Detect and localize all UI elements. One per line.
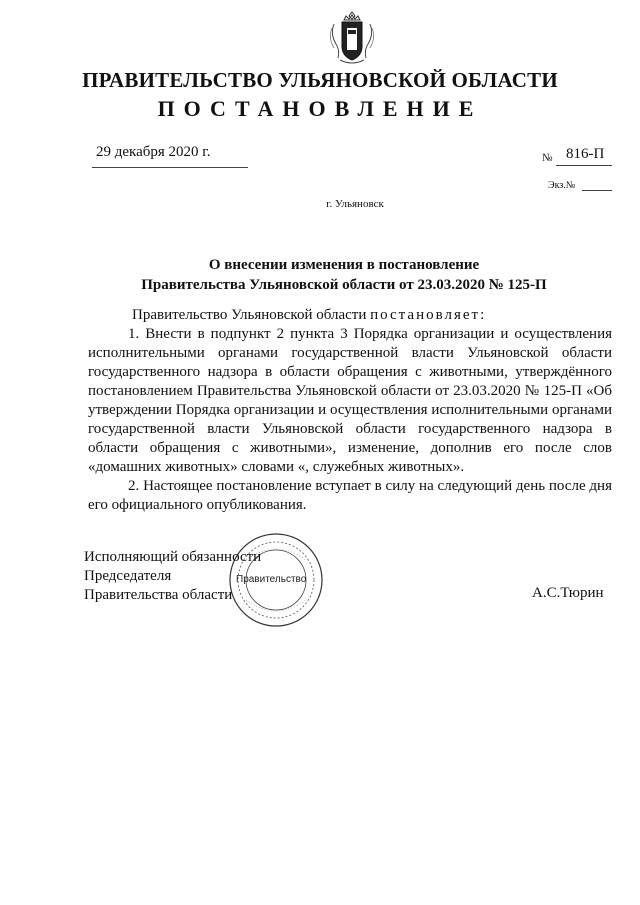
signer-position-line-3: Правительства области bbox=[84, 587, 233, 603]
copy-number-underline bbox=[582, 190, 612, 191]
document-type-heading: ПОСТАНОВЛЕНИЕ bbox=[157, 96, 483, 121]
signer-name: А.С.Тюрин bbox=[532, 585, 604, 601]
title-line-1: О внесении изменения в постановление bbox=[208, 257, 480, 273]
copy-number-label: Экз.№ bbox=[548, 180, 576, 191]
paragraph-1: 1. Внести в подпункт 2 пункта 3 Порядка организации и осуществления исполнительными органами государственной власти Ульяновской области государственного надзора в области обращения с животными, утверждённого постановлением Правительства Ульяновской области от 23.03.2020 № 125-П «Об утверждении Порядка организации и осуществления исполнительными органами государственной власти Ульяновской области государственного надзора в области обращения с животными», изменение, дополнив его после слов «домашних животных» словами «, служебных животных». bbox=[88, 326, 612, 475]
date-underline bbox=[92, 167, 248, 168]
coat-of-arms-emblem bbox=[326, 10, 378, 66]
document-title bbox=[0, 255, 640, 295]
intro-prefix: Правительство Ульяновской области bbox=[132, 307, 371, 323]
document-body bbox=[88, 306, 612, 515]
number-underline bbox=[556, 165, 612, 166]
document-date: 29 декабря 2020 г. bbox=[96, 144, 211, 160]
signer-position-line-1: Исполняющий обязанности bbox=[84, 549, 262, 565]
stamp-text: Правительство bbox=[236, 574, 307, 585]
document-number: 816-П bbox=[566, 146, 605, 162]
signature-block bbox=[84, 548, 261, 605]
title-line-2: Правительства Ульяновской области от 23.03.2020 № 125-П bbox=[141, 277, 547, 293]
signer-position-line-2: Председателя bbox=[84, 568, 172, 584]
intro-resolves: постановляет: bbox=[370, 307, 487, 323]
paragraph-2: 2. Настоящее постановление вступает в силу на следующий день после дня его официального опубликования. bbox=[88, 478, 612, 513]
government-name: ПРАВИТЕЛЬСТВО УЛЬЯНОВСКОЙ ОБЛАСТИ bbox=[82, 68, 558, 92]
city-name: г. Ульяновск bbox=[326, 198, 384, 210]
number-sign: № bbox=[542, 152, 553, 164]
intro-paragraph bbox=[88, 306, 612, 325]
